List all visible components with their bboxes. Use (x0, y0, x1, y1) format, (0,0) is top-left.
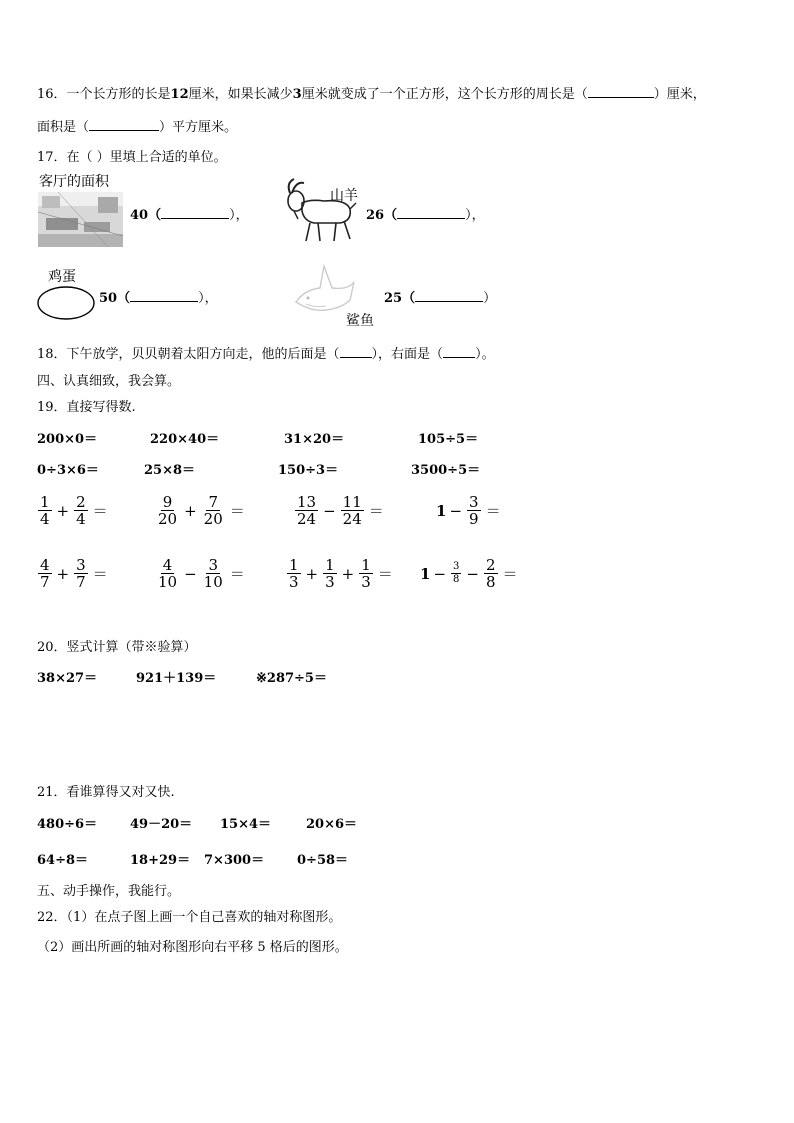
q19-frac-8: 1 − $\frac{3}{8}$ − $\frac{2}{8}$ ＝ (420, 556, 518, 591)
living-room-image (38, 192, 123, 247)
q16-blank-area[interactable] (89, 118, 159, 131)
q19-frac-5: $\frac{4}{7}$ + $\frac{3}{7}$ ＝ (40, 556, 108, 591)
q16-text-b: 厘米，如果长减少 (188, 87, 293, 102)
q16-text-c: 厘米就变成了一个正方形，这个长方形的周长是（ (301, 87, 588, 102)
q16-line1 (37, 83, 706, 102)
q16-num2: 3 (292, 87, 302, 102)
q19-frac-4: 1 − $\frac{3}{9}$ ＝ (436, 493, 501, 528)
q19-r1-c1: 200×0＝ (37, 432, 98, 447)
q18-blank-behind[interactable] (340, 345, 372, 358)
q17-item-shark (384, 287, 496, 306)
q16-line2 (37, 116, 237, 135)
q17-value-3: 50（ (99, 291, 131, 306)
q17-value-1: 40（ (130, 208, 162, 223)
q19-frac-1: $\frac{1}{4}$ + $\frac{2}{4}$ ＝ (40, 493, 108, 528)
q16-text-e: 面积是（ (37, 120, 90, 135)
q20-title: 20．竖式计算（带※验算） (37, 640, 197, 655)
q18-text-b: ），右面是（ (371, 347, 444, 362)
q20-item-3: ※287÷5＝ (256, 671, 327, 686)
q19-r2-c2: 25×8＝ (144, 463, 196, 478)
q21-r2-c2: 18+29＝ (130, 853, 191, 868)
q16-text-f: ）平方厘米。 (159, 120, 238, 135)
q21-r1-c4: 20×6＝ (306, 817, 358, 832)
q19-r1-c3: 31×20＝ (284, 432, 345, 447)
q16-text-d: ）厘米， (653, 87, 706, 102)
q18-line (37, 343, 495, 362)
q21-title: 21．看谁算得又对又快. (37, 785, 175, 800)
q20-item-1: 38×27＝ (37, 671, 98, 686)
q18-text-a: 18．下午放学，贝贝朝着太阳方向走，他的后面是（ (37, 347, 340, 362)
q19-r2-c3: 150÷3＝ (278, 463, 339, 478)
q17-blank-1[interactable] (161, 206, 229, 219)
q17-close-4: ） (483, 291, 497, 306)
caption-living-room: 客厅的面积 (39, 174, 109, 190)
q17-title: 17．在（ ）里填上合适的单位。 (37, 150, 227, 165)
q21-r2-c4: 0÷58＝ (297, 853, 349, 868)
q21-r2-c3: 7×300＝ (204, 853, 265, 868)
q19-r2-c4: 3500÷5＝ (411, 463, 481, 478)
q19-r1-c2: 220×40＝ (150, 432, 220, 447)
caption-egg: 鸡蛋 (48, 269, 76, 285)
q19-frac-6: $\frac{4}{10}$ − $\frac{3}{10}$ ＝ (158, 556, 245, 591)
q21-r1-c1: 480÷6＝ (37, 817, 98, 832)
caption-goat: 山羊 (330, 188, 358, 204)
q21-r1-c3: 15×4＝ (220, 817, 272, 832)
q16-text-a: 16．一个长方形的长是 (37, 87, 171, 102)
q17-item-egg (99, 287, 218, 306)
caption-shark: 鲨鱼 (346, 313, 374, 329)
q22-line-1: 22．（1）在点子图上画一个自己喜欢的轴对称图形。 (37, 910, 342, 925)
q19-frac-3: $\frac{13}{24}$ − $\frac{11}{24}$ ＝ (297, 493, 384, 528)
q17-value-4: 25（ (384, 291, 416, 306)
q17-value-2: 26（ (366, 208, 398, 223)
q17-close-1: ）， (229, 208, 249, 223)
section-5-heading: 五、动手操作，我能行。 (37, 884, 181, 899)
q17-blank-4[interactable] (415, 289, 483, 302)
q19-r2-c1: 0÷3×6＝ (37, 463, 99, 478)
q17-blank-3[interactable] (130, 289, 198, 302)
q19-frac-7: $\frac{1}{3}$ + $\frac{1}{3}$ + $\frac{1}{3}$ ＝ (289, 556, 393, 591)
q18-blank-right[interactable] (443, 345, 475, 358)
q22-line-2: （2）画出所画的轴对称图形向右平移 5 格后的图形。 (37, 940, 348, 955)
q19-r1-c4: 105÷5＝ (418, 432, 479, 447)
q17-item-goat (366, 204, 485, 223)
q21-r2-c1: 64÷8＝ (37, 853, 89, 868)
q16-blank-perimeter[interactable] (588, 85, 654, 98)
q18-text-c: ）。 (475, 347, 495, 362)
q17-close-3: ）， (198, 291, 218, 306)
section-4-heading: 四、认真细致，我会算。 (37, 374, 181, 389)
egg-image (36, 285, 96, 321)
q17-item-living-room (130, 204, 249, 223)
q21-r1-c2: 49－20＝ (130, 817, 193, 832)
q19-title: 19．直接写得数. (37, 400, 136, 415)
q20-item-2: 921＋139＝ (136, 671, 217, 686)
q19-frac-2: $\frac{9}{20}$ + $\frac{7}{20}$ ＝ (158, 493, 245, 528)
q17-blank-2[interactable] (397, 206, 465, 219)
q17-close-2: ）， (465, 208, 485, 223)
q16-num1: 12 (170, 87, 189, 102)
